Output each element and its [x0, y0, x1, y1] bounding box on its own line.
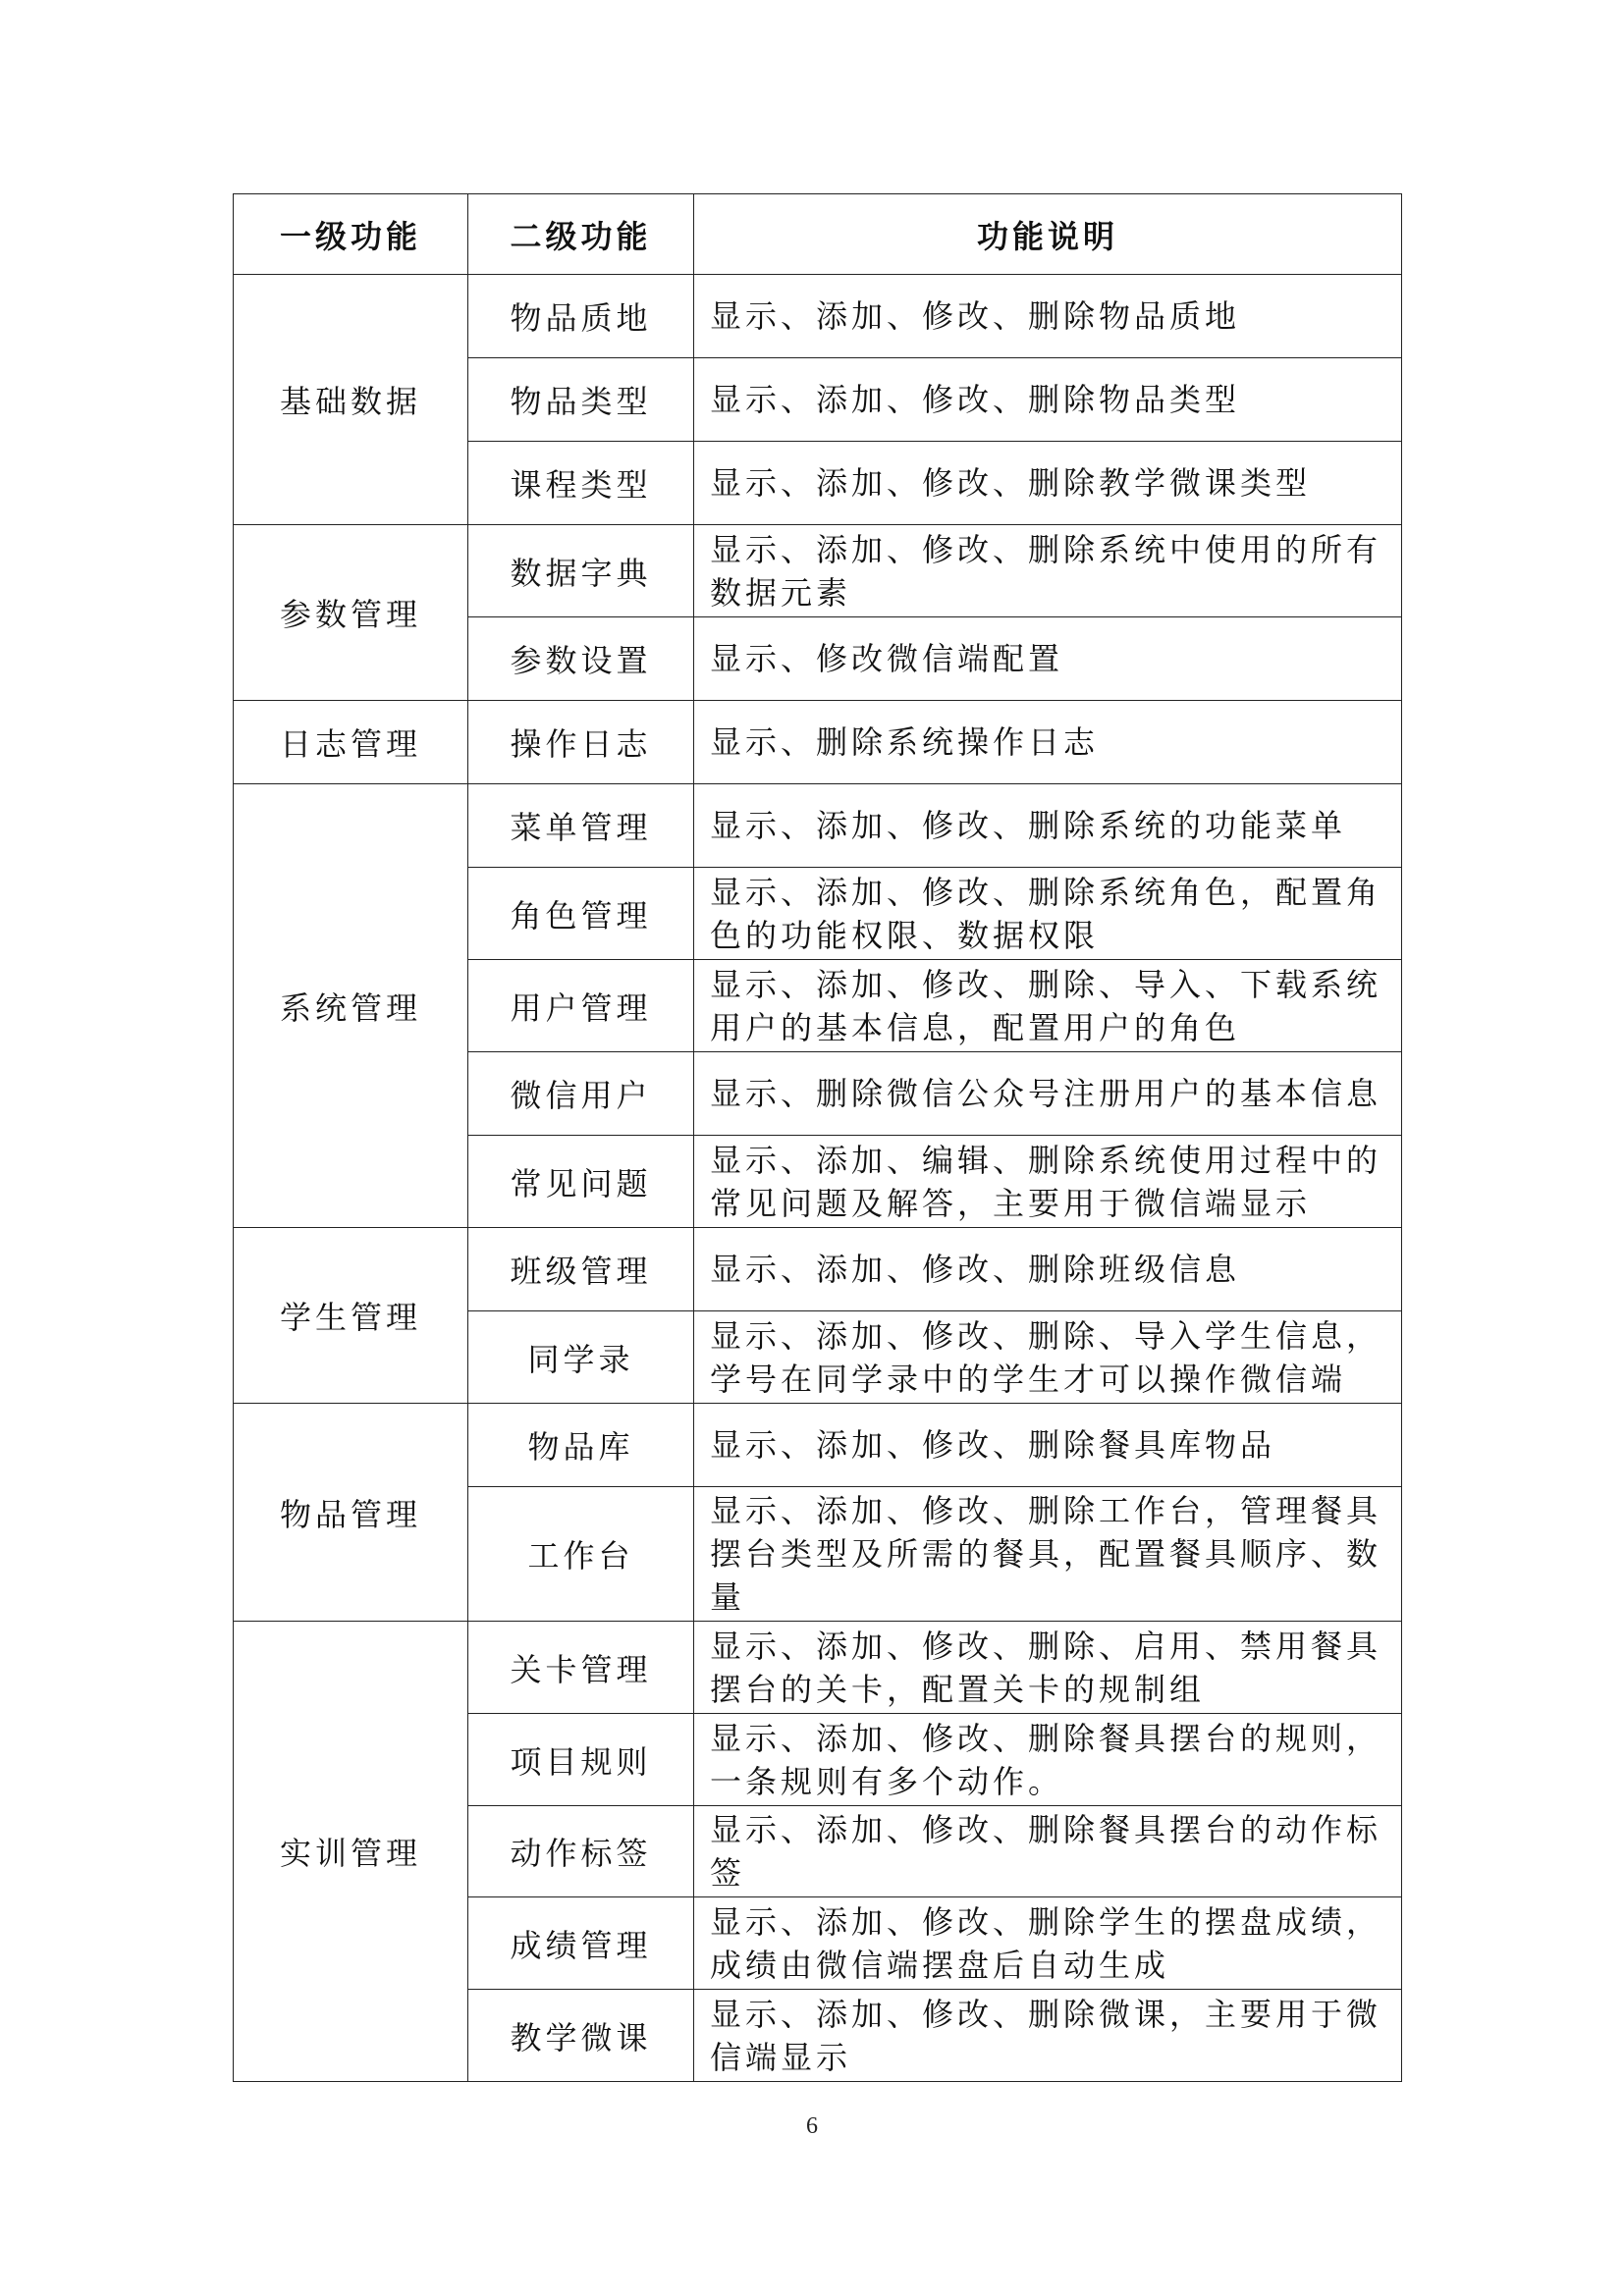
level1-cell: 系统管理	[234, 784, 468, 1228]
level2-cell: 动作标签	[468, 1806, 694, 1897]
description-cell: 显示、删除系统操作日志	[694, 701, 1402, 784]
description-cell: 显示、添加、修改、删除系统中使用的所有数据元素	[694, 525, 1402, 617]
level2-cell: 常见问题	[468, 1136, 694, 1228]
level1-cell: 实训管理	[234, 1622, 468, 2082]
table-row	[234, 275, 1402, 358]
description-cell: 显示、添加、修改、删除教学微课类型	[694, 442, 1402, 525]
description-cell: 显示、添加、修改、删除物品质地	[694, 275, 1402, 358]
description-cell: 显示、添加、修改、删除学生的摆盘成绩，成绩由微信端摆盘后自动生成	[694, 1897, 1402, 1990]
description-cell: 显示、添加、修改、删除物品类型	[694, 358, 1402, 442]
table-row	[234, 1622, 1402, 1714]
level2-cell: 菜单管理	[468, 784, 694, 868]
level2-cell: 物品质地	[468, 275, 694, 358]
level2-cell: 教学微课	[468, 1990, 694, 2082]
level2-cell: 操作日志	[468, 701, 694, 784]
description-cell: 显示、添加、修改、删除、导入学生信息，学号在同学录中的学生才可以操作微信端	[694, 1311, 1402, 1404]
level1-cell: 日志管理	[234, 701, 468, 784]
level2-cell: 班级管理	[468, 1228, 694, 1311]
description-cell: 显示、添加、修改、删除、启用、禁用餐具摆台的关卡，配置关卡的规制组	[694, 1622, 1402, 1714]
description-cell: 显示、添加、修改、删除工作台，管理餐具摆台类型及所需的餐具，配置餐具顺序、数量	[694, 1487, 1402, 1622]
table-header-row	[234, 194, 1402, 275]
header-level2: 二级功能	[468, 194, 694, 275]
description-cell: 显示、添加、编辑、删除系统使用过程中的常见问题及解答，主要用于微信端显示	[694, 1136, 1402, 1228]
function-table	[233, 193, 1402, 2082]
description-cell: 显示、添加、修改、删除系统角色，配置角色的功能权限、数据权限	[694, 868, 1402, 960]
description-cell: 显示、添加、修改、删除餐具摆台的动作标签	[694, 1806, 1402, 1897]
level2-cell: 数据字典	[468, 525, 694, 617]
level2-cell: 项目规则	[468, 1714, 694, 1806]
description-cell: 显示、添加、修改、删除、导入、下载系统用户的基本信息，配置用户的角色	[694, 960, 1402, 1052]
level1-cell: 学生管理	[234, 1228, 468, 1404]
level1-cell: 物品管理	[234, 1404, 468, 1622]
page-number: 6	[806, 2113, 818, 2139]
table-row	[234, 525, 1402, 617]
level2-cell: 同学录	[468, 1311, 694, 1404]
table-row	[234, 1228, 1402, 1311]
table-row	[234, 701, 1402, 784]
level2-cell: 课程类型	[468, 442, 694, 525]
level2-cell: 用户管理	[468, 960, 694, 1052]
header-description: 功能说明	[694, 194, 1402, 275]
level2-cell: 角色管理	[468, 868, 694, 960]
level1-cell: 基础数据	[234, 275, 468, 525]
level2-cell: 关卡管理	[468, 1622, 694, 1714]
description-cell: 显示、添加、修改、删除班级信息	[694, 1228, 1402, 1311]
level2-cell: 成绩管理	[468, 1897, 694, 1990]
table-row	[234, 1404, 1402, 1487]
level2-cell: 物品类型	[468, 358, 694, 442]
level2-cell: 微信用户	[468, 1052, 694, 1136]
level2-cell: 参数设置	[468, 617, 694, 701]
description-cell: 显示、修改微信端配置	[694, 617, 1402, 701]
table-row	[234, 784, 1402, 868]
description-cell: 显示、添加、修改、删除微课，主要用于微信端显示	[694, 1990, 1402, 2082]
description-cell: 显示、添加、修改、删除餐具摆台的规则，一条规则有多个动作。	[694, 1714, 1402, 1806]
level2-cell: 工作台	[468, 1487, 694, 1622]
header-level1: 一级功能	[234, 194, 468, 275]
level2-cell: 物品库	[468, 1404, 694, 1487]
description-cell: 显示、删除微信公众号注册用户的基本信息	[694, 1052, 1402, 1136]
description-cell: 显示、添加、修改、删除系统的功能菜单	[694, 784, 1402, 868]
level1-cell: 参数管理	[234, 525, 468, 701]
description-cell: 显示、添加、修改、删除餐具库物品	[694, 1404, 1402, 1487]
